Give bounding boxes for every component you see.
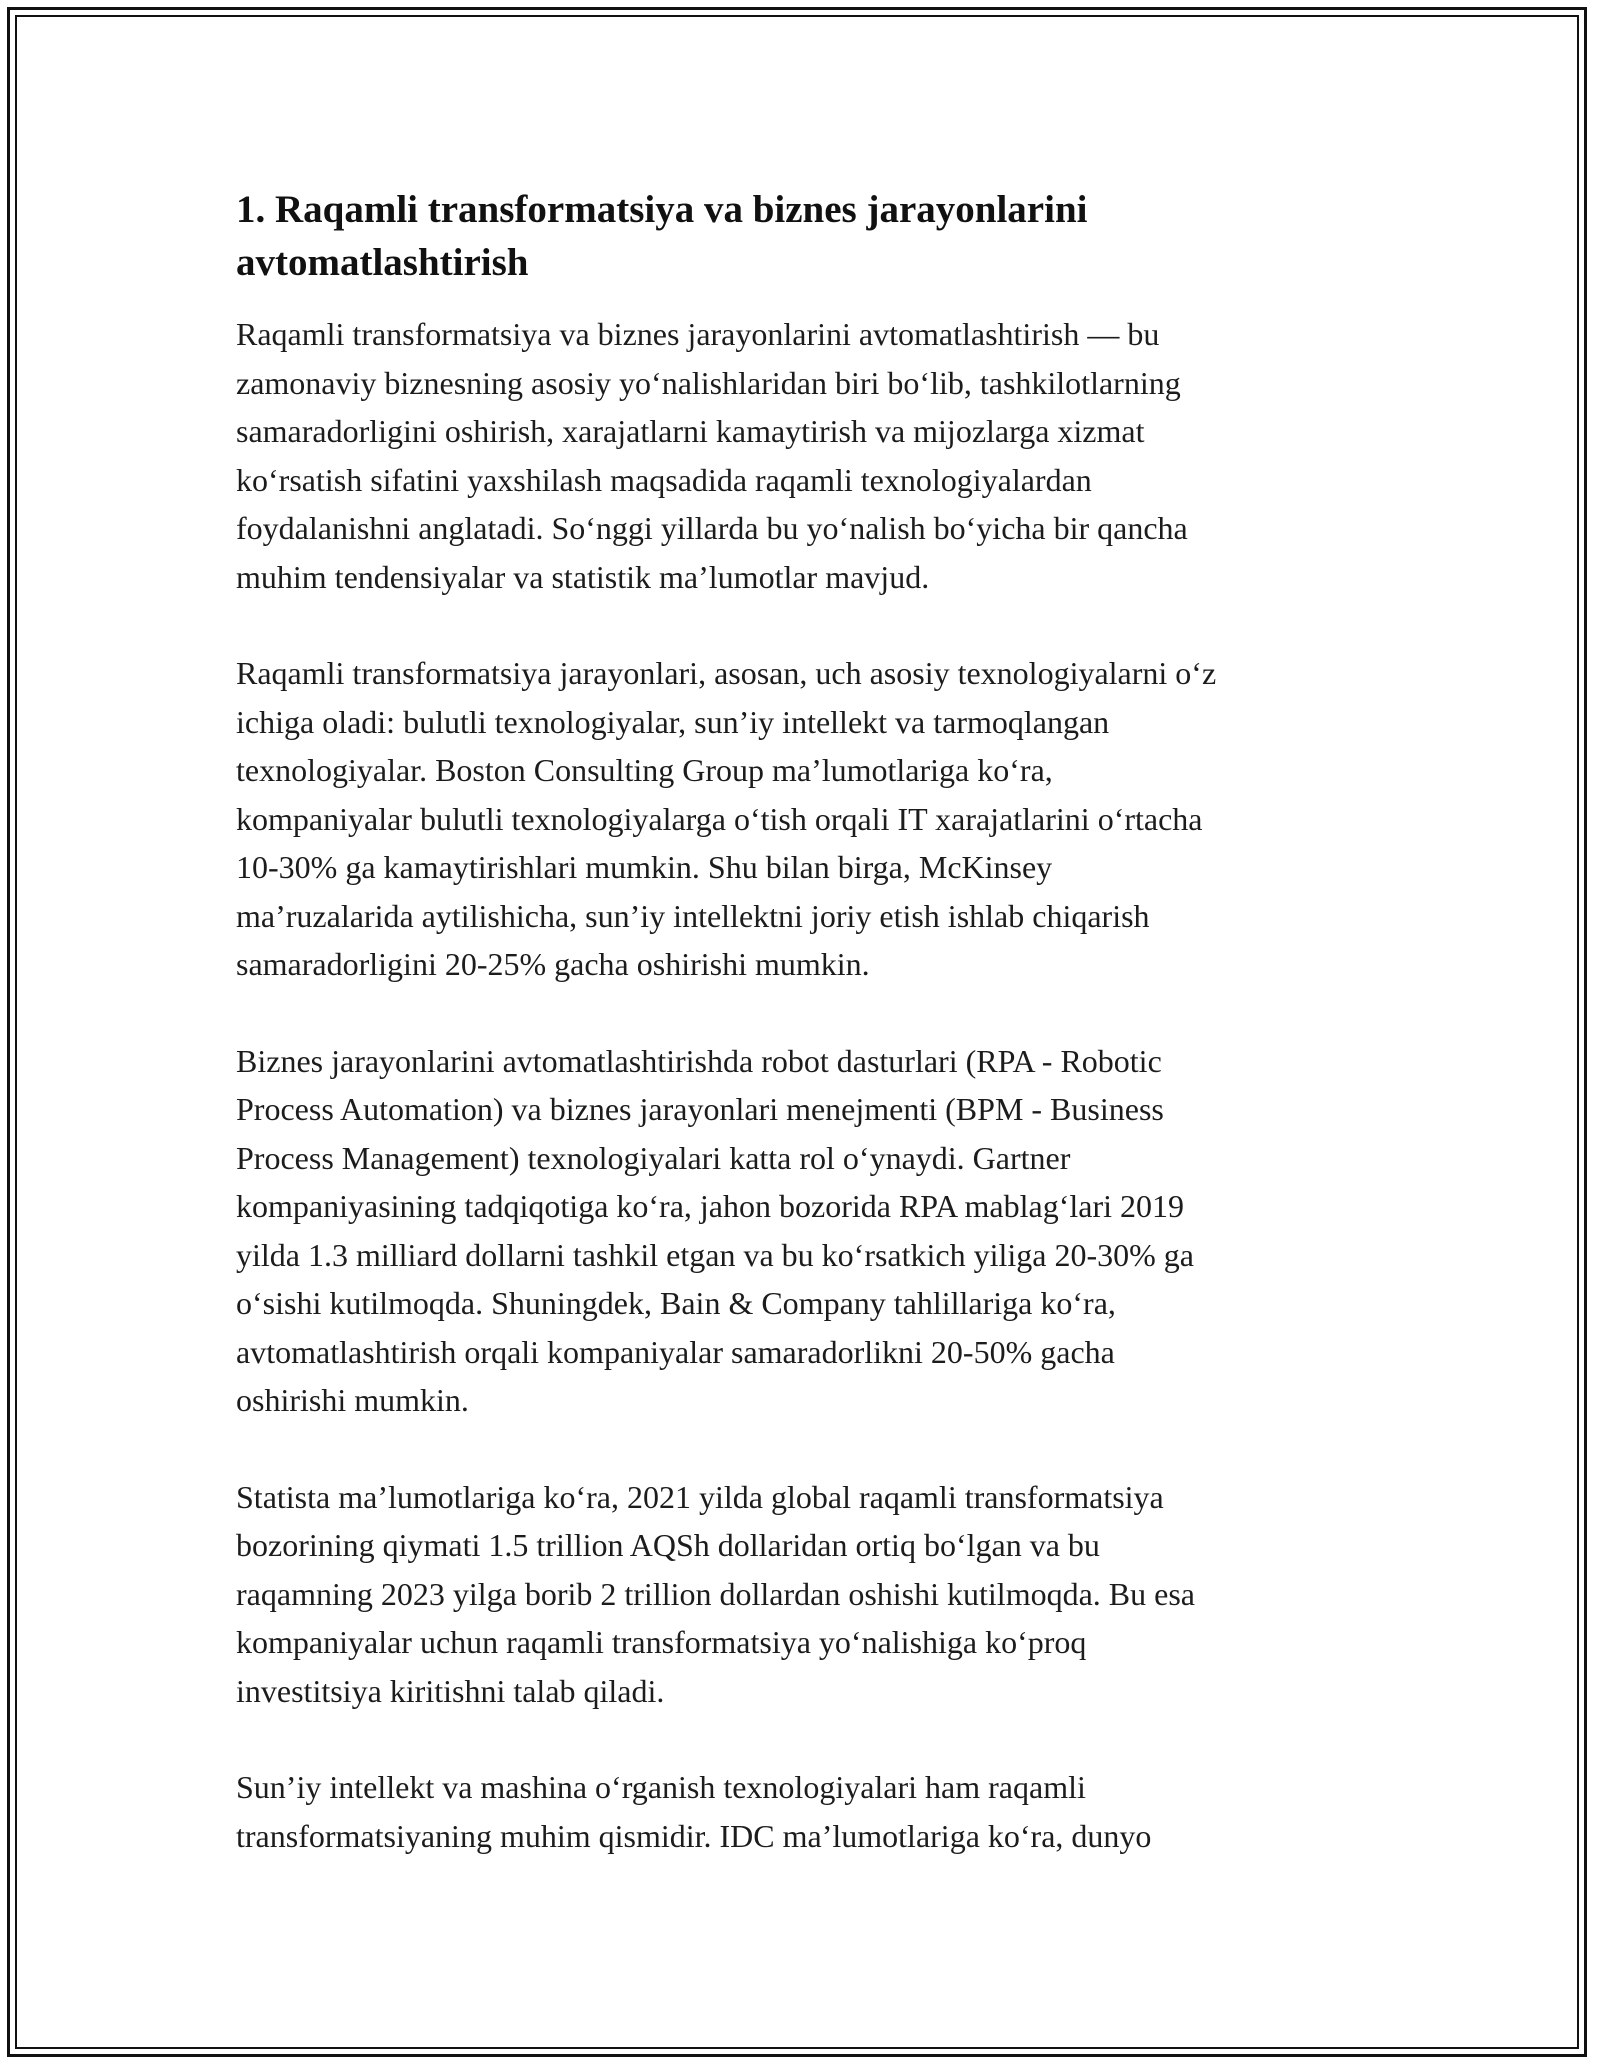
text-line: raqamning 2023 yilga borib 2 trillion dollardan oshishi kutilmoqda. Bu esa <box>236 1575 1195 1612</box>
text-line: Process Automation) va biznes jarayonlari menejmenti (BPM - Business <box>236 1091 1164 1127</box>
paragraph-3 <box>236 1037 1366 1425</box>
text-line: zamonaviy biznesning asosiy yoʻnalishlaridan biri boʻlib, tashkilotlarning <box>236 364 1181 401</box>
document-body <box>236 183 1366 1908</box>
paragraph-4 <box>236 1473 1366 1716</box>
text-line: Process Management) texnologiyalari katta rol oʻynaydi. Gartner <box>236 1139 1071 1176</box>
text-line: Sunʼiy intellekt va mashina oʻrganish texnologiyalari ham raqamli <box>236 1769 1086 1805</box>
text-line: foydalanishni anglatadi. Soʻnggi yillarda bu yoʻnalish boʻyicha bir qancha <box>236 510 1188 546</box>
text-line: ichiga oladi: bulutli texnologiyalar, sunʼiy intellekt va tarmoqlangan <box>236 703 1110 740</box>
text-line: maʼruzalarida aytilishicha, sunʼiy intellektni joriy etish ishlab chiqarish <box>236 897 1150 934</box>
text-line: samaradorligini 20-25% gacha oshirishi mumkin. <box>236 946 870 982</box>
text-line: investitsiya kiritishni talab qiladi. <box>236 1672 665 1709</box>
text-line: Statista maʼlumotlariga koʻra, 2021 yilda global raqamli transformatsiya <box>236 1478 1164 1515</box>
text-line: texnologiyalar. Boston Consulting Group maʼlumotlariga koʻra, <box>236 752 1053 788</box>
text-line: muhim tendensiyalar va statistik maʼlumotlar mavjud. <box>236 558 930 595</box>
section-heading <box>236 183 1216 289</box>
paragraph-5 <box>236 1763 1366 1860</box>
text-line: samaradorligini oshirish, xarajatlarni kamaytirish va mijozlarga xizmat <box>236 413 1145 449</box>
heading-line: avtomatlashtirish <box>236 241 529 284</box>
text-line: oʻsishi kutilmoqda. Shuningdek, Bain & Company tahlillariga koʻra, <box>236 1285 1116 1321</box>
text-line: transformatsiyaning muhim qismidir. IDC maʼlumotlariga koʻra, dunyo <box>236 1817 1152 1854</box>
text-line: kompaniyalar uchun raqamli transformatsiya yoʻnalishiga koʻproq <box>236 1624 1087 1660</box>
paragraph-1 <box>236 310 1366 601</box>
text-line: kompaniyalar bulutli texnologiyalarga oʻtish orqali IT xarajatlarini oʻrtacha <box>236 800 1203 837</box>
text-line: koʻrsatish sifatini yaxshilash maqsadida raqamli texnologiyalardan <box>236 461 1092 498</box>
text-line: Raqamli transformatsiya va biznes jarayonlarini avtomatlashtirish — bu <box>236 316 1160 352</box>
text-line: 10-30% ga kamaytirishlari mumkin. Shu bilan birga, McKinsey <box>236 849 1053 885</box>
paragraph-2 <box>236 649 1366 989</box>
text-line: bozorining qiymati 1.5 trillion AQSh dollaridan ortiq boʻlgan va bu <box>236 1527 1100 1563</box>
heading-line: 1. Raqamli transformatsiya va biznes jarayonlarini <box>236 188 1088 231</box>
text-line: oshirishi mumkin. <box>236 1382 469 1418</box>
text-line: Biznes jarayonlarini avtomatlashtirishda robot dasturlari (RPA - Robotic <box>236 1042 1162 1079</box>
text-line: kompaniyasining tadqiqotiga koʻra, jahon bozorida RPA mablagʻlari 2019 <box>236 1188 1184 1224</box>
text-line: yilda 1.3 milliard dollarni tashkil etgan va bu koʻrsatkich yiliga 20-30% ga <box>236 1236 1194 1273</box>
text-line: Raqamli transformatsiya jarayonlari, asosan, uch asosiy texnologiyalarni oʻz <box>236 655 1217 691</box>
text-line: avtomatlashtirish orqali kompaniyalar samaradorlikni 20-50% gacha <box>236 1333 1115 1370</box>
